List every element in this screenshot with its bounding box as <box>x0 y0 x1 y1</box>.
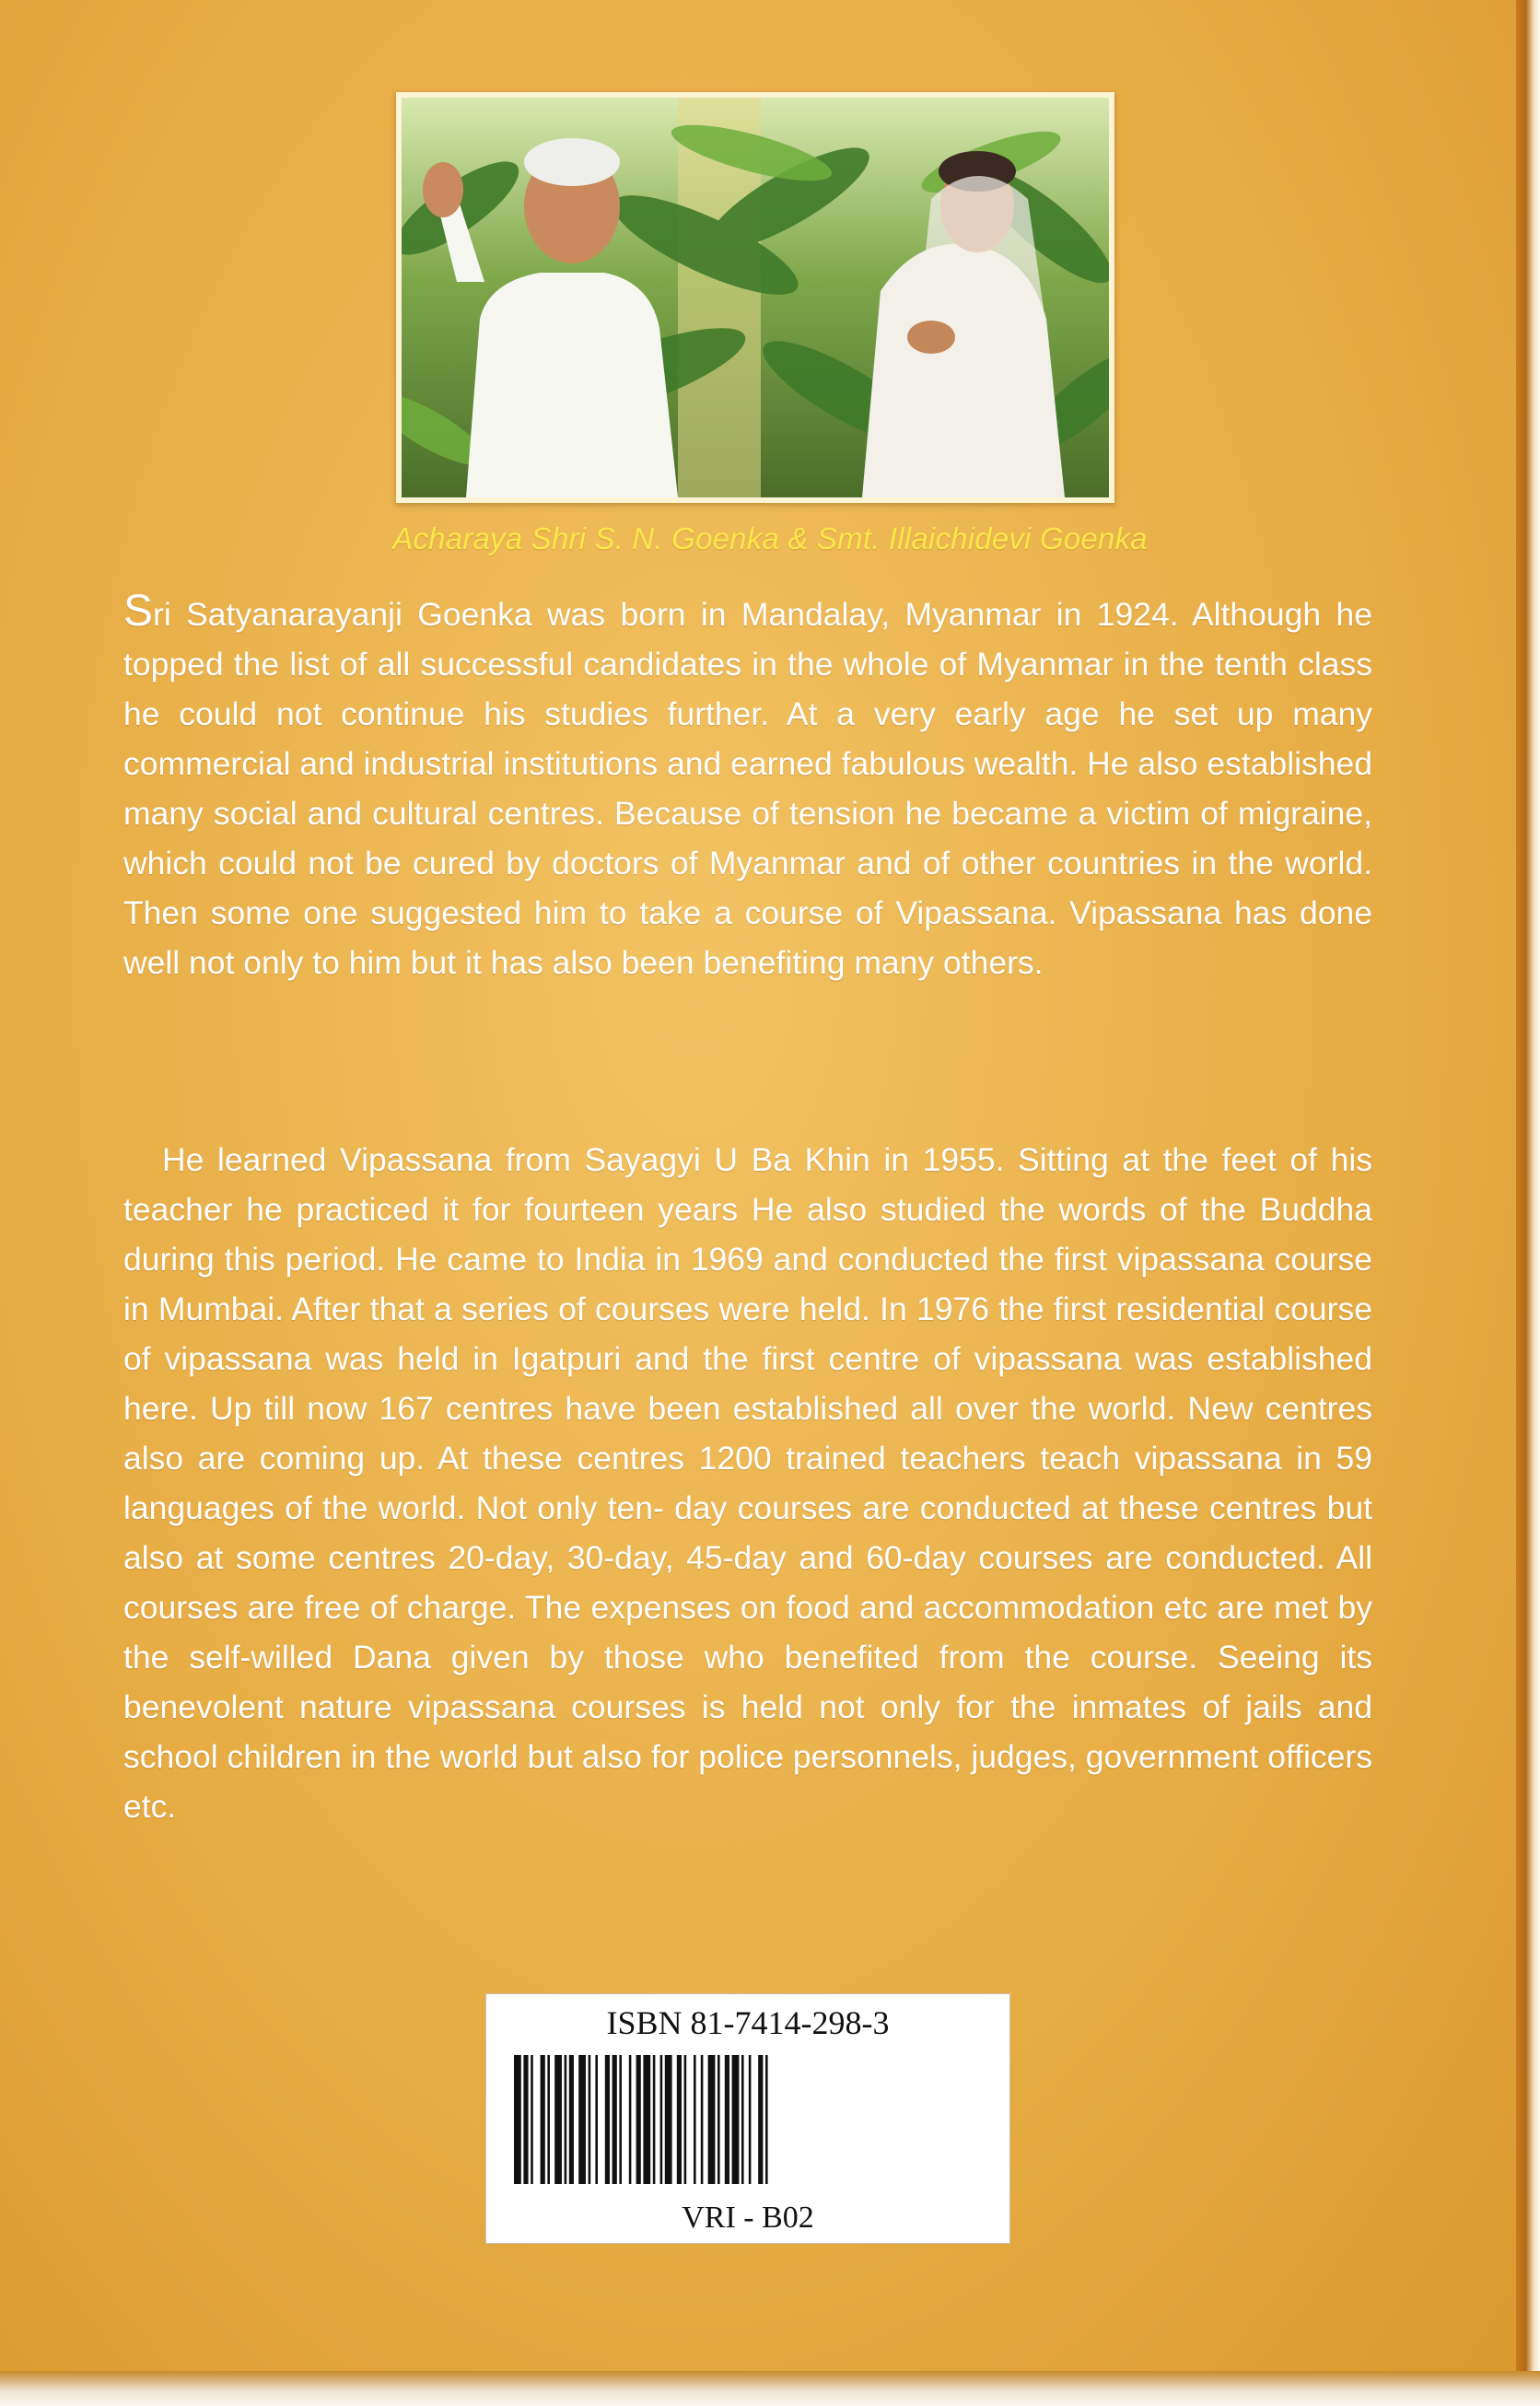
cover-edge <box>1516 0 1540 2406</box>
biography-paragraph-2: He learned Vipassana from Sayagyi U Ba Khin in 1955. Sitting at the feet of his teacher he practiced it for fourteen years He also studied the words of the Buddha during this period. He came to India in 1969 and conducted the first vipassana course in Mumbai. After that a series of courses were held. In 1976 the first residential course of vipassana was held in Igatpuri and the first centre of vipassana was established here. Up till now 167 centres have been established all over the world. New centres also are coming up. At these centres 1200 trained teachers teach vipassana in 59 languages of the world. Not only ten- day courses are conducted at these centres but also at some centres 20-day, 30-day, 45-day and 60-day courses are conducted. All courses are free of charge. The expenses on food and accommodation etc are met by the self-willed Dana given by those who benefited from the course. Seeing its benevolent nature vipassana courses is held not only for the inmates of jails and school children in the world but also for police personnels, judges, government officers etc. <box>123 1141 1372 1825</box>
biography-paragraph-1 <box>123 587 1372 987</box>
isbn-number: ISBN 81-7414-298-3 <box>606 2004 890 2041</box>
catalog-code: VRI - B02 <box>682 2201 814 2235</box>
author-photo <box>396 92 1114 503</box>
isbn-barcode-label <box>485 1993 1010 2244</box>
photo-caption: Acharaya Shri S. N. Goenka & Smt. Illaichidevi Goenka <box>392 521 1148 555</box>
photo-of-two-people-in-garden-icon <box>402 98 1109 497</box>
cover-bottom-edge <box>0 2371 1540 2406</box>
paragraph-1-text: ri Satyanarayanji Goenka was born in Mandalay, Myanmar in 1924. Although he topped the list of all successful candidates in the whole of Myanmar in the tenth class he could not continue his studies further. At a very early age he set up many commercial and industrial institutions and earned fabulous wealth. He also established many social and cultural centres. Because of tension he became a victim of migraine, which could not be cured by doctors of Myanmar and of other countries in the world. Then some one suggested him to take a course of Vipassana. Vipassana has done well not only to him but it has also been benefiting many others. <box>123 596 1372 981</box>
barcode-icon <box>514 2055 984 2184</box>
drop-cap: S <box>123 587 154 636</box>
